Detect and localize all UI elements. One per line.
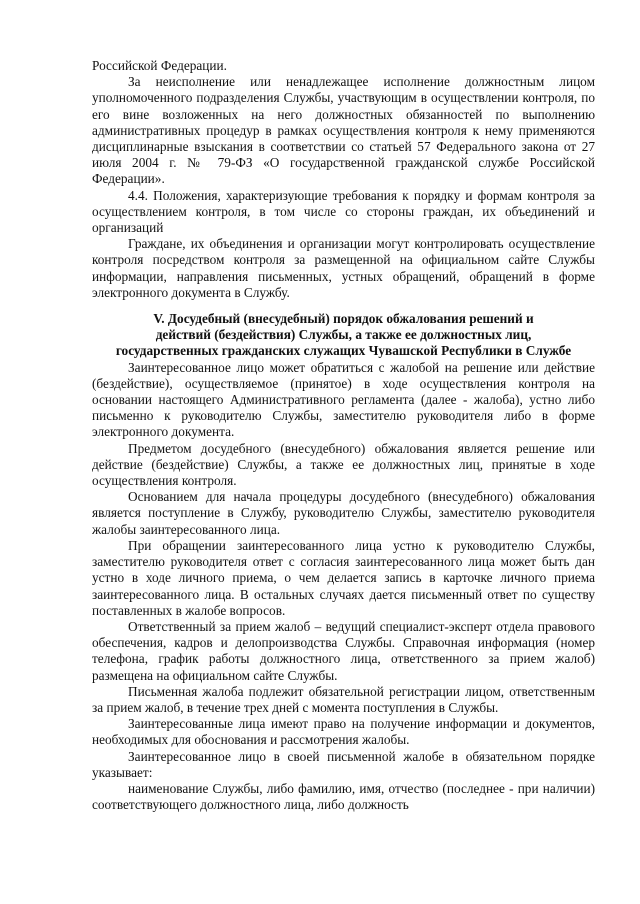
paragraph-section-7: Заинтересованные лица имеют право на получение информации и документов, необходимых для обоснования и рассмотрения жалобы. — [92, 716, 595, 748]
paragraph-intro-1: Российской Федерации. — [92, 58, 227, 73]
paragraph-section-3: Основанием для начала процедуры досудебного (внесудебного) обжалования является поступление в Службу, руководителю Службы, заместителю руководителя жалобы заинтересованного лица. — [92, 489, 595, 537]
section-heading-line-3: государственных гражданских служащих Чувашской Республики в Службе — [115, 343, 572, 359]
paragraph-section-2: Предметом досудебного (внесудебного) обжалования является решение или действие (бездействие) Службы, а также ее должностных лиц, принятые в ходе осуществления контроля. — [92, 440, 595, 489]
paragraph-section-6: Письменная жалоба подлежит обязательной регистрации лицом, ответственным за прием жалоб, в течение трех дней с момента поступления в Службы. — [92, 683, 595, 715]
section-heading — [92, 311, 595, 360]
section-heading-line-2: действий (бездействия) Службы, а также ее должностных лиц, — [155, 327, 532, 343]
document-page — [92, 58, 595, 813]
paragraph-section-1: Заинтересованное лицо может обратиться с жалобой на решение или действие (бездействие), осуществляемое (принятое) в ходе осуществления контроля на основании настоящего Административного регламента (далее - жалоба), устно либо письменно к руководителю Службы, заместителю руководителя либо в форме электронного документа. — [92, 359, 595, 440]
paragraph-section-8: Заинтересованное лицо в своей письменной жалобе в обязательном порядке указывает: — [92, 748, 595, 780]
section-heading-line-1: V. Досудебный (внесудебный) порядок обжалования решений и — [153, 311, 534, 327]
paragraph-intro-4: Граждане, их объединения и организации могут контролировать осуществление контроля посредством контроля за размещенной на официальном сайте Службы информации, направления письменных, устных обращений, обращений в форме электронного документа в Службу. — [92, 236, 595, 300]
paragraph-intro-2: За неисполнение или ненадлежащее исполнение должностным лицом уполномоченного подразделения Службы, участвующим в осуществлении контроля, по его вине возложенных на него должностных обязанностей по выполнению административных процедур в рамках осуществления контроля к нему применяются дисциплинарные взыскания в соответствии со статьей 57 Федерального закона от 27 июля 2004 г. № 79-ФЗ «О государственной гражданской службе Российской Федерации». — [92, 74, 595, 187]
paragraph-section-4: При обращении заинтересованного лица устно к руководителю Службы, заместителю руководителя ответ с согласия заинтересованного лица может быть дан устно в ходе личного приема, о чем делается запись в карточке личного приема заинтересованного лица. В остальных случаях дается письменный ответ по существу поставленных в жалобе вопросов. — [92, 537, 595, 618]
paragraph-section-5: Ответственный за прием жалоб – ведущий специалист-эксперт отдела правового обеспечения, кадров и делопроизводства Службы. Справочная информация (номер телефона, график работы должностного лица, ответственного за прием жалоб) размещена на официальном сайте Службы. — [92, 618, 595, 683]
paragraph-intro-3: 4.4. Положения, характеризующие требования к порядку и формам контроля за осуществлением контроля, в том числе со стороны граждан, их объединений и организаций — [92, 187, 595, 236]
paragraph-section-9: наименование Службы, либо фамилию, имя, отчество (последнее - при наличии) соответствующего должностного лица, либо должность — [92, 780, 595, 813]
